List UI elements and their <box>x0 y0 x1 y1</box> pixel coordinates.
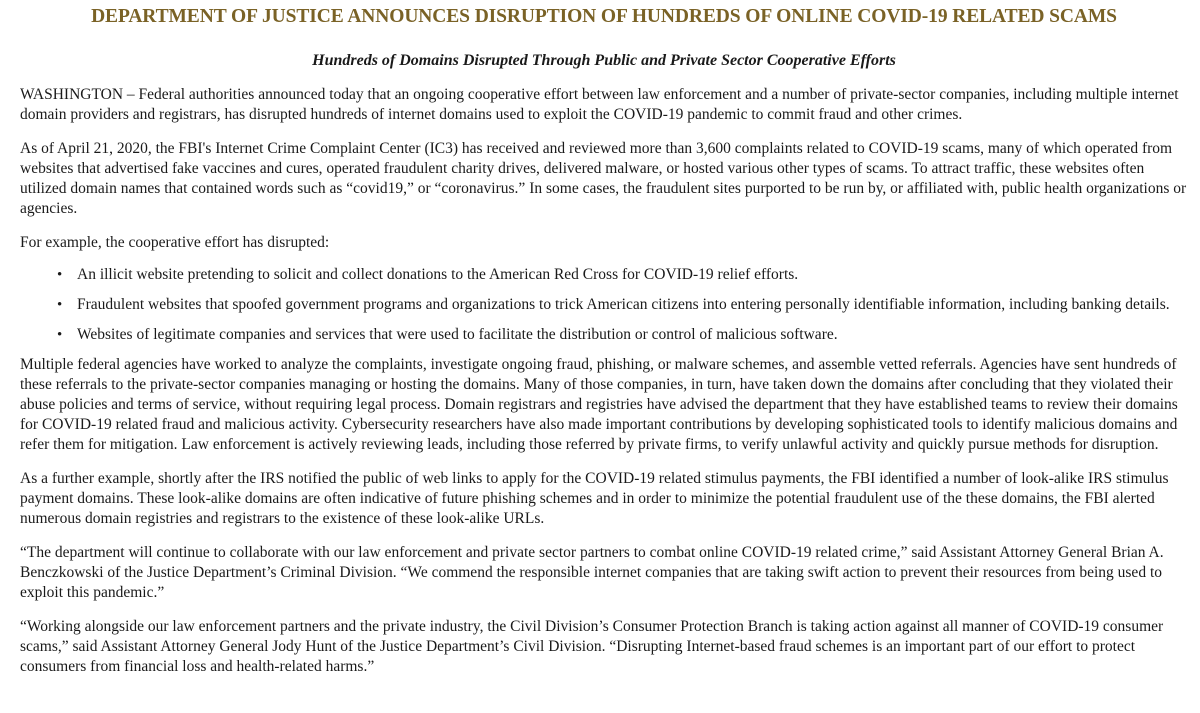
paragraph-intro: WASHINGTON – Federal authorities announced today that an ongoing cooperative effort between law enforcement and a number of private-sector companies, including multiple internet domain providers and registrars, has disrupted hundreds of internet domains used to exploit the COVID-19 pandemic to commit fraud and other crimes. <box>20 86 1179 123</box>
paragraph-ic3: As of April 21, 2020, the FBI's Internet Crime Complaint Center (IC3) has received and reviewed more than 3,600 complaints related to COVID-19 scams, many of which operated from websites that advertised fake vaccines and cures, operated fraudulent charity drives, delivered malware, or hosted various other types of scams. To attract traffic, these websites often utilized domain names that contained words such as “covid19,” or “coronavirus.” In some cases, the fraudulent sites purported to be run by, or affiliated with, public health organizations or agencies. <box>20 140 1187 217</box>
disrupted-list <box>20 265 1188 345</box>
list-item-text: An illicit website pretending to solicit and collect donations to the American Red Cross for COVID-19 relief efforts. <box>77 266 799 283</box>
list-item <box>20 325 1188 345</box>
bullet-icon: • <box>57 297 63 313</box>
list-item <box>20 265 1188 285</box>
paragraph-irs: As a further example, shortly after the IRS notified the public of web links to apply for the COVID-19 related stimulus payments, the FBI identified a number of look-alike IRS stimulus payment domains. These look-alike domains are often indicative of future phishing schemes and in order to minimize the potential fraudulent use of the these domains, the FBI alerted numerous domain registries and registrars to the existence of these look-alike URLs. <box>20 470 1169 527</box>
subheadline: Hundreds of Domains Disrupted Through Public and Private Sector Cooperative Efforts <box>312 52 896 69</box>
quote-hunt: “Working alongside our law enforcement partners and the private industry, the Civil Division’s Consumer Protection Branch is taking action against all manner of COVID-19 consumer scams,” said Assistant Attorney General Jody Hunt of the Justice Department’s Civil Division. “Disrupting Internet-based fraud schemes is an important part of our effort to protect consumers from financial loss and health-related harms.” <box>20 618 1164 675</box>
press-release <box>0 5 1200 677</box>
bullet-icon: • <box>57 327 63 343</box>
headline: DEPARTMENT OF JUSTICE ANNOUNCES DISRUPTION OF HUNDREDS OF ONLINE COVID-19 RELATED SCAMS <box>91 6 1117 27</box>
bullet-icon: • <box>57 267 63 283</box>
quote-benczkowski: “The department will continue to collaborate with our law enforcement and private sector partners to combat online COVID-19 related crime,” said Assistant Attorney General Brian A. Benczkowski of the Justice Department’s Criminal Division. “We commend the responsible internet companies that are taking swift action to prevent their resources from being used to exploit this pandemic.” <box>20 544 1164 601</box>
paragraph-agencies: Multiple federal agencies have worked to analyze the complaints, investigate ongoing fraud, phishing, or malware schemes, and assemble vetted referrals. Agencies have sent hundreds of these referrals to the private-sector companies managing or hosting the domains. Many of those companies, in turn, have taken down the domains after concluding that they violated their abuse policies and terms of service, without requiring legal process. Domain registrars and registries have advised the department that they have established teams to review their domains for COVID-19 related fraud and malicious activity. Cybersecurity researchers have also made important contributions by developing sophisticated tools to identify malicious domains and refer them for mitigation. Law enforcement is actively reviewing leads, including those referred by private firms, to verify unlawful activity and quickly pursue methods for disruption. <box>20 356 1178 453</box>
paragraph-example-lead: For example, the cooperative effort has disrupted: <box>20 234 330 251</box>
list-item <box>20 295 1188 315</box>
list-item-text: Websites of legitimate companies and services that were used to facilitate the distribution or control of malicious software. <box>77 326 838 343</box>
list-item-text: Fraudulent websites that spoofed government programs and organizations to trick American citizens into entering personally identifiable information, including banking details. <box>77 296 1170 313</box>
